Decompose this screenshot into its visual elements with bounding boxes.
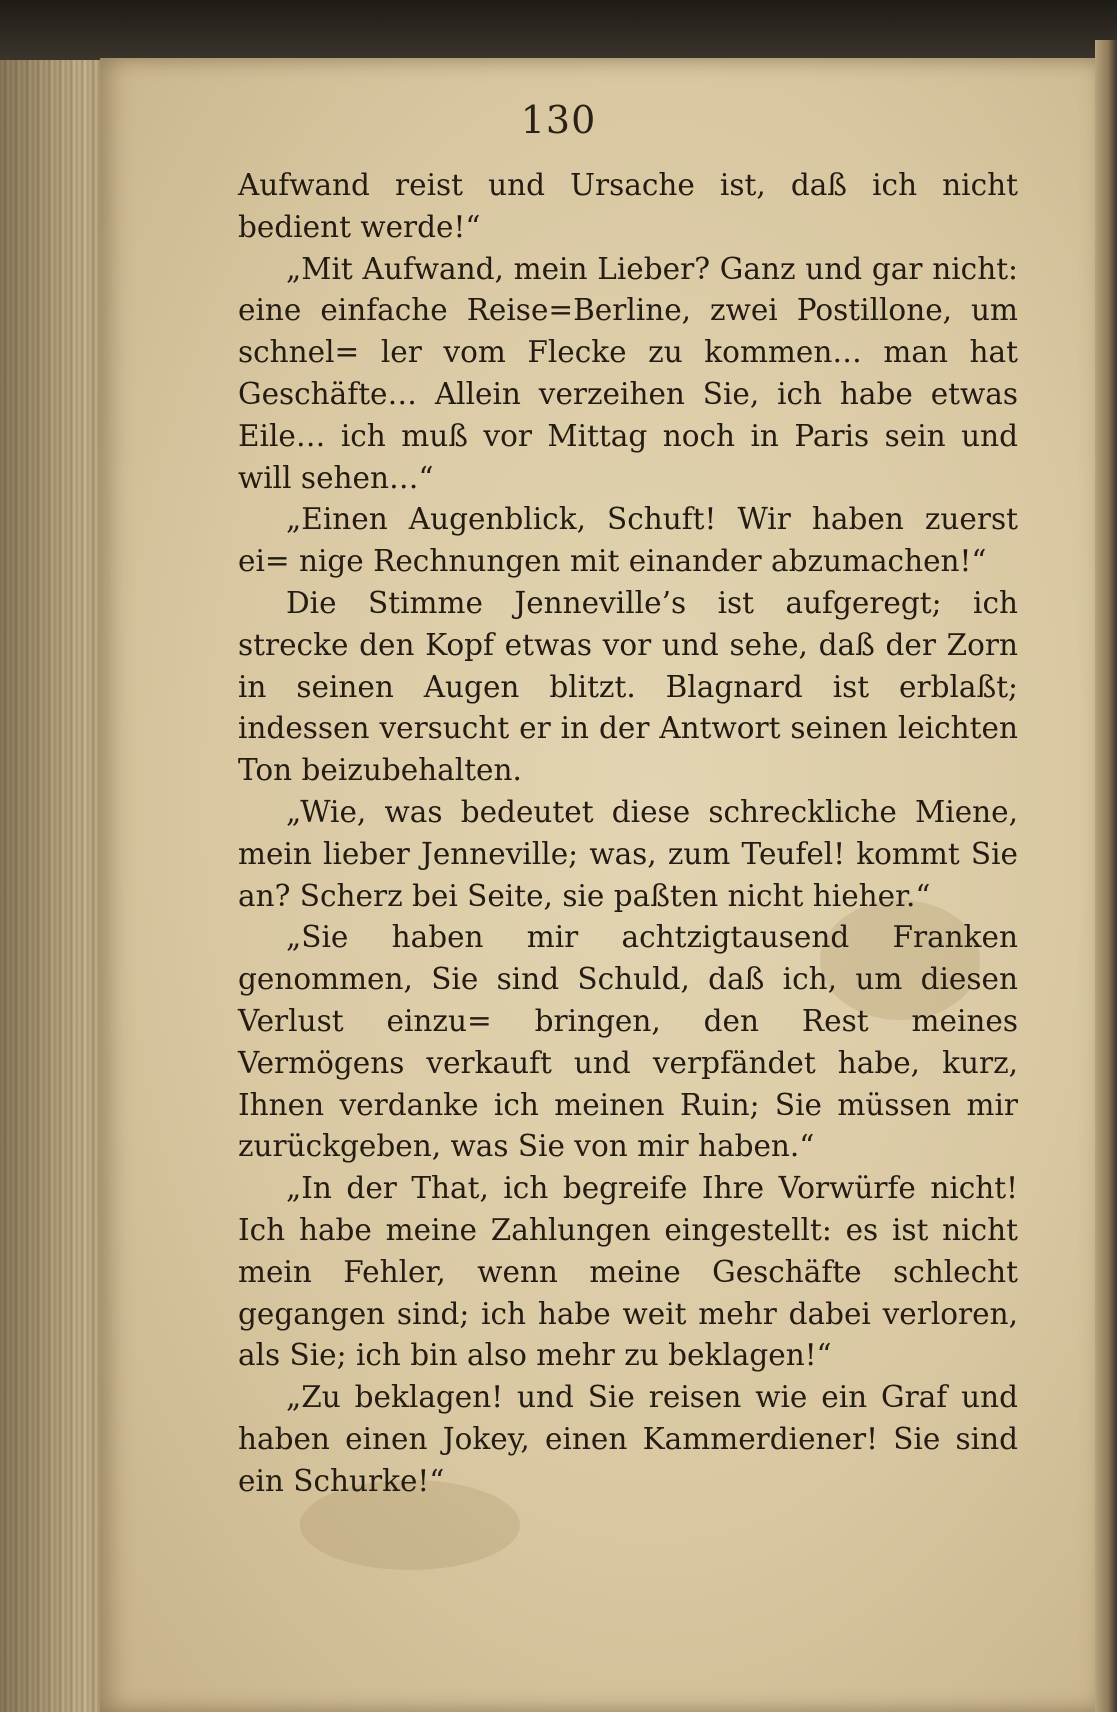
- paragraph-7: „In der That, ich begreife Ihre Vorwürfe nicht! Ich habe meine Zahlungen eingestellt: es ist nicht mein Fehler, wenn meine Geschäfte schlecht gegangen sind; ich habe weit mehr dabei verloren, als Sie; ich bin also mehr zu beklagen!“: [238, 1171, 1018, 1373]
- paragraph-4: Die Stimme Jenneville’s ist aufgeregt; ich strecke den Kopf etwas vor und sehe, daß der Zorn in seinen Augen blitzt. Blagnard ist erblaßt; indessen versucht er in der Antwort seinen leichten Ton beizubehalten.: [238, 585, 1018, 788]
- paragraph-6: „Sie haben mir achtzigtausend Franken genommen, Sie sind Schuld, daß ich, um diesen Verlust einzu= bringen, den Rest meines Vermögens verkauft und verpfändet habe, kurz, Ihnen verdanke ich meinen Ruin; Sie müssen mir zurückgeben, was Sie von mir haben.“: [238, 920, 1018, 1164]
- paragraph-8: „Zu beklagen! und Sie reisen wie ein Graf und haben einen Jokey, einen Kammerdiener! Sie sind ein Schurke!“: [238, 1380, 1018, 1498]
- body-text: [238, 165, 1018, 1503]
- paragraph-3: „Einen Augenblick, Schuft! Wir haben zuerst ei= nige Rechnungen mit einander abzumachen!“: [238, 502, 1018, 579]
- page-number: 130: [520, 98, 597, 142]
- background-top: [0, 0, 1117, 60]
- paragraph-5: „Wie, was bedeutet diese schreckliche Miene, mein lieber Jenneville; was, zum Teufel! kommt Sie an? Scherz bei Seite, sie paßten nicht hieher.“: [238, 794, 1018, 913]
- paragraph-1: Aufwand reist und Ursache ist, daß ich nicht bedient werde!“: [238, 168, 1018, 244]
- right-page-edge: [1095, 40, 1117, 1712]
- paragraph-2: „Mit Aufwand, mein Lieber? Ganz und gar nicht: eine einfache Reise=Berline, zwei Postillone, um schnel= ler vom Flecke zu kommen… man hat Geschäfte… Allein verzeihen Sie, ich habe etwas Eile… ich muß vor Mittag noch in Paris sein und will sehen…“: [238, 251, 1018, 495]
